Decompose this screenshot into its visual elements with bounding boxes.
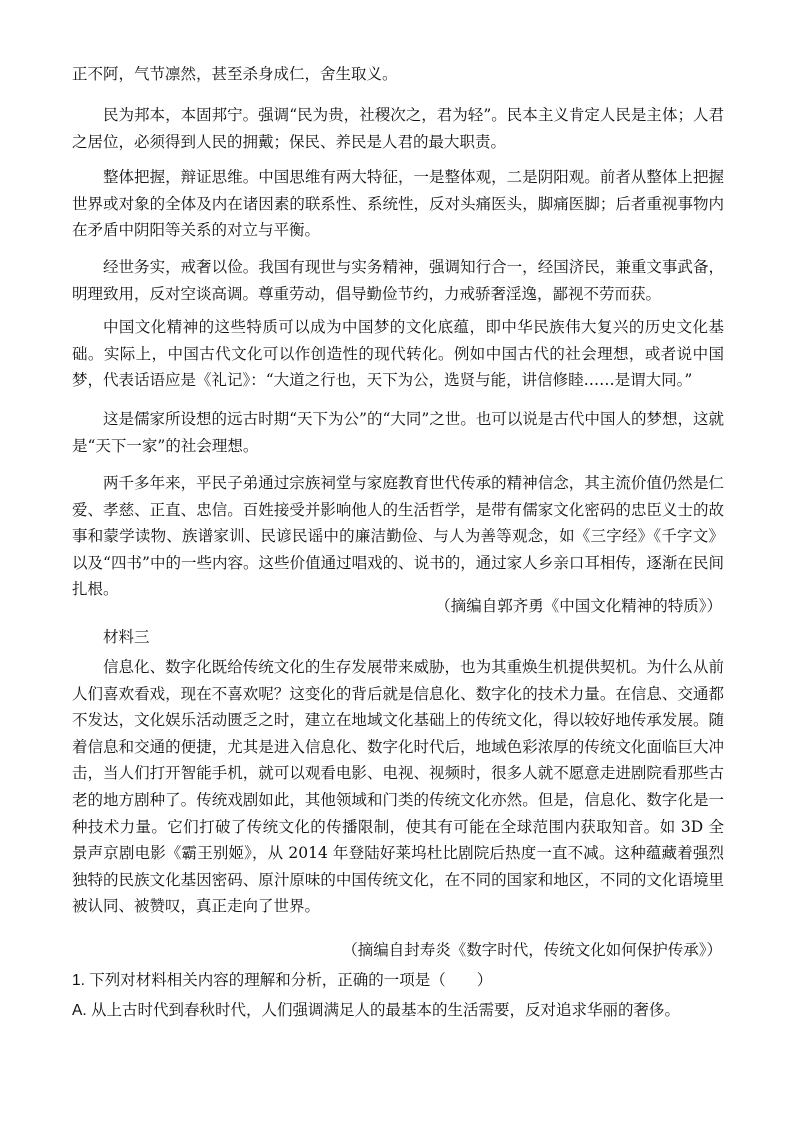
section-label: 材料三: [103, 628, 150, 646]
question-stem: 1. 下列对材料相关内容的理解和分析，正确的一项是（ ）: [72, 972, 493, 989]
paragraph: 信息化、数字化既给传统文化的生存发展带来威胁，也为其重焕生机提供契机。为什么从前人们喜欢看戏，现在不喜欢呢？这变化的背后就是信息化、数字化的技术力量。在信息、交通都不发达，文化娱乐活动匮乏之时，建立在地域文化基础上的传统文化，得以较好地传承发展。随着信息和交通的便捷，尤其是进入信息化、数字化时代后，地域色彩浓厚的传统文化面临巨大冲击，当人们打开智能手机，就可以观看电影、电视、视频时，很多人就不愿意走进剧院看那些古老的地方剧种了。传统戏剧如此，其他领域和门类的传统文化亦然。但是，信息化、数字化是一种技术力量。它们打破了传统文化的传播限制，使其有可能在全球范围内获取知音。如 3D 全景声京剧电影《霸王别姬》，从 2014 年登陆好莱坞杜比剧院后热度一直不减。这种蕴藏着强烈独特的民族文化基因密码、原汁原味的中国传统文化，在不同的国家和地区，不同的文化语境里被认同、被赞叹，真正走向了世界。: [72, 658, 724, 916]
answer-option-a: A. 从上古时代到春秋时代，人们强调满足人的最基本的生活需要，反对追求华丽的奢侈。: [72, 1002, 680, 1019]
paragraph: 中国文化精神的这些特质可以成为中国梦的文化底蕴，即中华民族伟大复兴的历史文化基础。实际上，中国古代文化可以作创造性的现代转化。例如中国古代的社会理想，或者说中国梦，代表话语应是《礼记》：“大道之行也，天下为公，选贤与能，讲信修睦……是谓大同。”: [72, 318, 724, 390]
source-citation: （摘编自封寿炎《数字时代，传统文化如何保护传承》）: [342, 941, 722, 959]
text-line: 正不阿，气节凛然，甚至杀身成仁，舍生取义。: [72, 65, 398, 83]
paragraph: 两千多年来，平民子弟通过宗族祠堂与家庭教育世代传承的精神信念，其主流价值仍然是仁爱、孝慈、正直、忠信。百姓接受并影响他人的生活哲学，是带有儒家文化密码的忠臣义士的故事和蒙学读物、族谱家训、民谚民谣中的廉洁勤俭、与人为善等观念，如《三字经》《千字文》以及“四书”中的一些内容。这些价值通过唱戏的、说书的，通过家人乡亲口耳相传，逐渐在民间扎根。: [72, 474, 724, 599]
paragraph: 这是儒家所设想的远古时期“天下为公”的“大同”之世。也可以说是古代中国人的梦想，这就是“天下一家”的社会理想。: [72, 410, 724, 455]
paragraph: 经世务实，戒奢以俭。我国有现世与实务精神，强调知行合一，经国济民，兼重文事武备，明理致用，反对空谈高调。尊重劳动，倡导勤俭节约，力戒骄奢淫逸，鄙视不劳而获。: [72, 258, 724, 303]
source-citation: （摘编自郭齐勇《中国文化精神的特质》）: [435, 597, 722, 615]
paragraph: 民为邦本，本固邦宁。强调“民为贵，社稷次之，君为轻”。民本主义肯定人民是主体；人君之居位，必须得到人民的拥戴；保民、养民是人君的最大职责。: [72, 106, 724, 151]
paragraph: 整体把握，辩证思维。中国思维有两大特征，一是整体观，二是阴阳观。前者从整体上把握世界或对象的全体及内在诸因素的联系性、系统性，反对头痛医头，脚痛医脚；后者重视事物内在矛盾中阴阳等关系的对立与平衡。: [72, 168, 724, 240]
